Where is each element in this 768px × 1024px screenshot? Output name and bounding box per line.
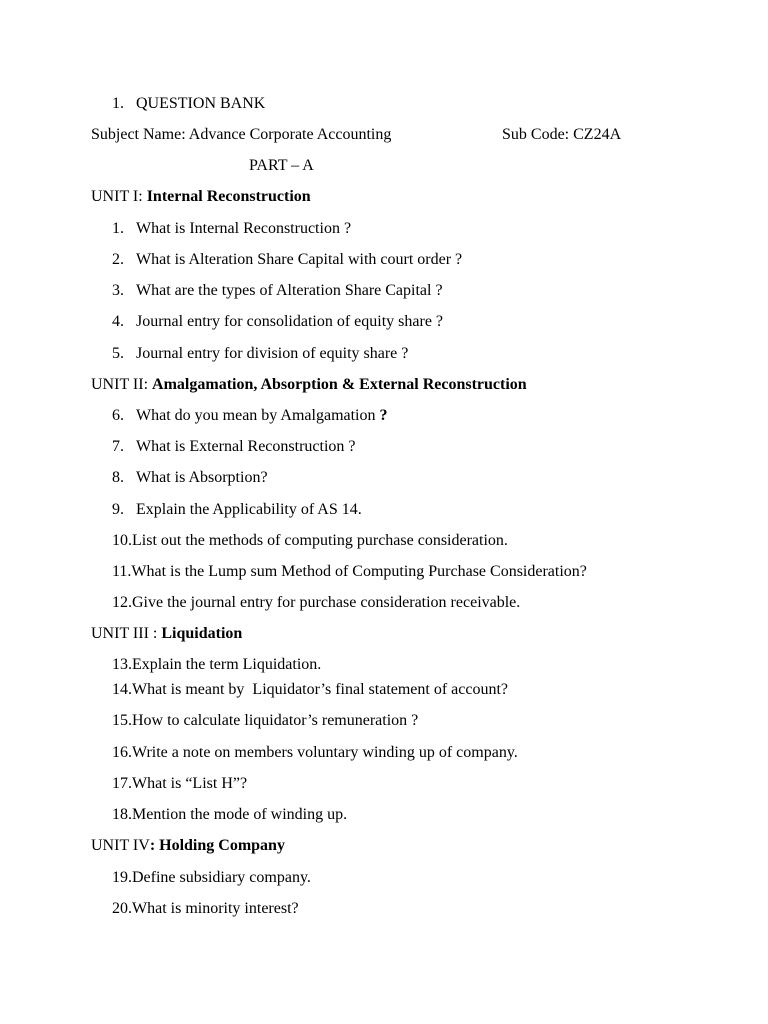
question-number: 20. [112, 900, 132, 917]
question-text: What is Internal Reconstruction ? [136, 220, 352, 237]
question-text: What do you mean by Amalgamation [136, 407, 380, 424]
question-item [112, 805, 347, 825]
question-item [112, 219, 351, 239]
question-item [112, 655, 321, 675]
question-number: 2. [112, 251, 124, 268]
question-number: 14. [112, 681, 132, 698]
question-text: Explain the term Liquidation. [132, 656, 322, 673]
question-item [112, 468, 268, 488]
question-number: 5. [112, 345, 124, 362]
question-item [112, 899, 299, 919]
question-item [112, 312, 443, 332]
question-item [112, 406, 388, 426]
unit-heading [91, 187, 311, 207]
subject-name: Subject Name: Advance Corporate Accounting [91, 126, 392, 143]
question-item [112, 868, 311, 888]
question-text: What is External Reconstruction ? [136, 438, 356, 455]
title-number: 1. [112, 95, 124, 112]
question-item [112, 500, 362, 520]
question-text: What is “List H”? [132, 775, 248, 792]
question-text: What is minority interest? [132, 900, 299, 917]
question-number: 16. [112, 744, 132, 761]
question-text: List out the methods of computing purchase consideration. [132, 532, 508, 549]
question-text: What is Absorption? [136, 469, 268, 486]
question-item [112, 562, 587, 582]
unit-heading [91, 836, 285, 856]
question-item [112, 437, 355, 457]
subject-code: Sub Code: CZ24A [502, 126, 622, 143]
question-text: Mention the mode of winding up. [132, 806, 348, 823]
unit-prefix: UNIT IV [91, 837, 150, 854]
document-title [112, 94, 265, 114]
question-number: 11. [112, 563, 132, 580]
question-item [112, 743, 518, 763]
question-number: 8. [112, 469, 124, 486]
question-text: Journal entry for division of equity share ? [136, 345, 409, 362]
unit-title: Internal Reconstruction [146, 188, 311, 205]
unit-title: Amalgamation, Absorption & External Reconstruction [152, 376, 527, 393]
question-number: 7. [112, 438, 124, 455]
unit-prefix: UNIT III : [91, 625, 162, 642]
question-number: 4. [112, 313, 124, 330]
question-text: What is the Lump sum Method of Computing Purchase Consideration? [131, 563, 587, 580]
question-number: 6. [112, 407, 124, 424]
question-item [112, 593, 520, 613]
question-text: Define subsidiary company. [132, 869, 311, 886]
unit-heading [91, 624, 242, 644]
question-text: Explain the Applicability of AS 14. [136, 501, 362, 518]
question-number: 9. [112, 501, 124, 518]
question-text: What are the types of Alteration Share Capital ? [136, 282, 443, 299]
question-mark: ? [379, 407, 388, 424]
question-number: 3. [112, 282, 124, 299]
question-item [112, 774, 247, 794]
question-item [112, 711, 418, 731]
question-item [112, 680, 508, 700]
title-text: QUESTION BANK [136, 95, 266, 112]
question-text: What is meant by Liquidator’s final statement of account? [132, 681, 509, 698]
unit-title: : Holding Company [149, 837, 285, 854]
question-item [112, 344, 408, 364]
unit-title: Liquidation [161, 625, 243, 642]
question-number: 17. [112, 775, 132, 792]
question-text: Give the journal entry for purchase consideration receivable. [132, 594, 521, 611]
question-text: Journal entry for consolidation of equity share ? [136, 313, 444, 330]
question-number: 15. [112, 712, 132, 729]
unit-prefix: UNIT I: [91, 188, 147, 205]
question-text: Write a note on members voluntary winding up of company. [132, 744, 518, 761]
question-number: 19. [112, 869, 132, 886]
question-number: 13. [112, 656, 132, 673]
question-item [112, 281, 443, 301]
part-heading: PART – A [249, 157, 314, 174]
unit-heading [91, 375, 527, 395]
unit-prefix: UNIT II: [91, 376, 153, 393]
question-text: How to calculate liquidator’s remuneration ? [132, 712, 419, 729]
question-number: 10. [112, 532, 132, 549]
question-item [112, 531, 508, 551]
question-text: What is Alteration Share Capital with court order ? [136, 251, 463, 268]
question-number: 12. [112, 594, 132, 611]
question-number: 18. [112, 806, 132, 823]
question-item [112, 250, 462, 270]
question-number: 1. [112, 220, 124, 237]
